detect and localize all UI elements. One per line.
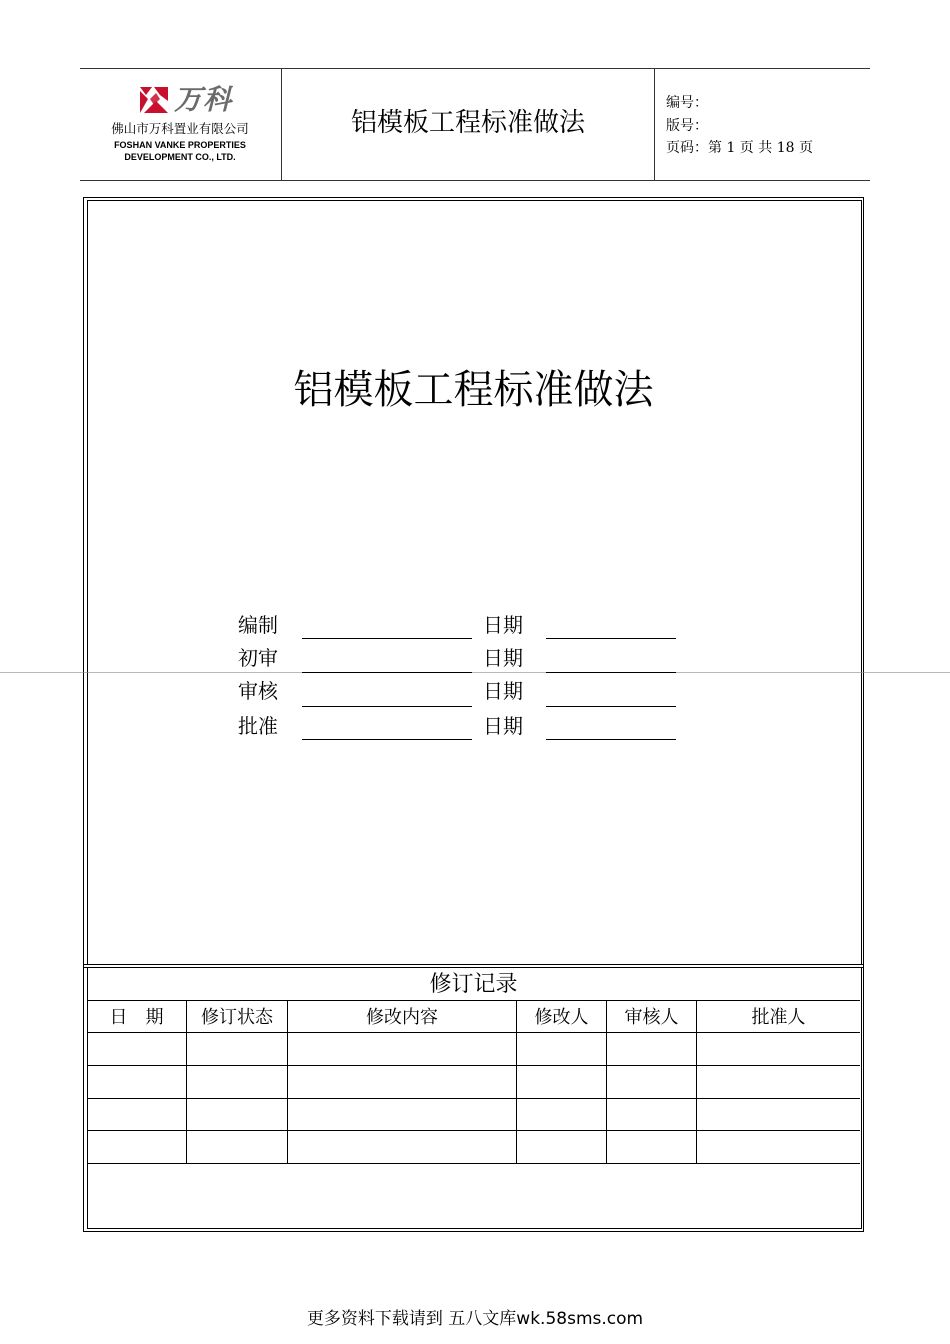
sig-date-line xyxy=(546,739,676,740)
sig-line-approve xyxy=(302,739,472,740)
sig-date-label: 日期 xyxy=(483,679,523,703)
table-rule xyxy=(87,1130,860,1131)
sig-role-compile: 编制 xyxy=(238,613,278,637)
sig-date-label: 日期 xyxy=(483,714,523,738)
sig-line-first-review xyxy=(302,672,472,673)
sig-role-first-review: 初审 xyxy=(238,646,278,670)
page-count: 第 1 页 共 18 页 xyxy=(708,140,813,156)
logo-wordmark: 万科 xyxy=(174,83,233,116)
col-header-status: 修订状态 xyxy=(201,1007,273,1028)
download-footer: 更多资料下载请到 五八文库wk.58sms.com xyxy=(306,1309,644,1329)
col-header-reviewer: 审核人 xyxy=(624,1007,679,1028)
header-divider xyxy=(654,69,655,180)
col-header-content: 修改内容 xyxy=(366,1007,438,1028)
col-header-approver: 批准人 xyxy=(751,1007,806,1028)
table-rule xyxy=(87,1000,860,1001)
page-label: 页码： xyxy=(666,140,708,156)
document-header xyxy=(80,68,870,181)
sig-date-label: 日期 xyxy=(483,646,523,670)
cover-frame-inner xyxy=(87,200,862,965)
sig-line-compile xyxy=(302,638,472,639)
table-rule xyxy=(87,1163,860,1164)
table-rule xyxy=(87,1065,860,1066)
sig-role-review: 审核 xyxy=(238,679,278,703)
table-rule xyxy=(87,1098,860,1099)
col-header-modifier: 修改人 xyxy=(534,1007,589,1028)
company-name-cn: 佛山市万科置业有限公司 xyxy=(111,121,249,136)
cover-title: 铝模板工程标准做法 xyxy=(293,367,654,413)
version-label: 版号： xyxy=(666,118,708,134)
sig-role-approve: 批准 xyxy=(238,714,278,738)
sig-line-review xyxy=(302,706,472,707)
company-name-en-line2: DEVELOPMENT CO., LTD. xyxy=(124,152,236,162)
sig-date-line xyxy=(546,706,676,707)
revision-title: 修订记录 xyxy=(429,972,518,997)
sig-date-line xyxy=(546,638,676,639)
scan-line xyxy=(0,672,950,673)
col-header-date: 日 期 xyxy=(109,1007,164,1028)
sig-date-line xyxy=(546,672,676,673)
header-title: 铝模板工程标准做法 xyxy=(350,108,585,138)
page-info xyxy=(666,139,813,157)
serial-label: 编号： xyxy=(666,95,708,111)
vanke-logo-icon xyxy=(138,85,170,115)
sig-date-label: 日期 xyxy=(483,613,523,637)
company-name-en-line1: FOSHAN VANKE PROPERTIES xyxy=(114,140,246,150)
